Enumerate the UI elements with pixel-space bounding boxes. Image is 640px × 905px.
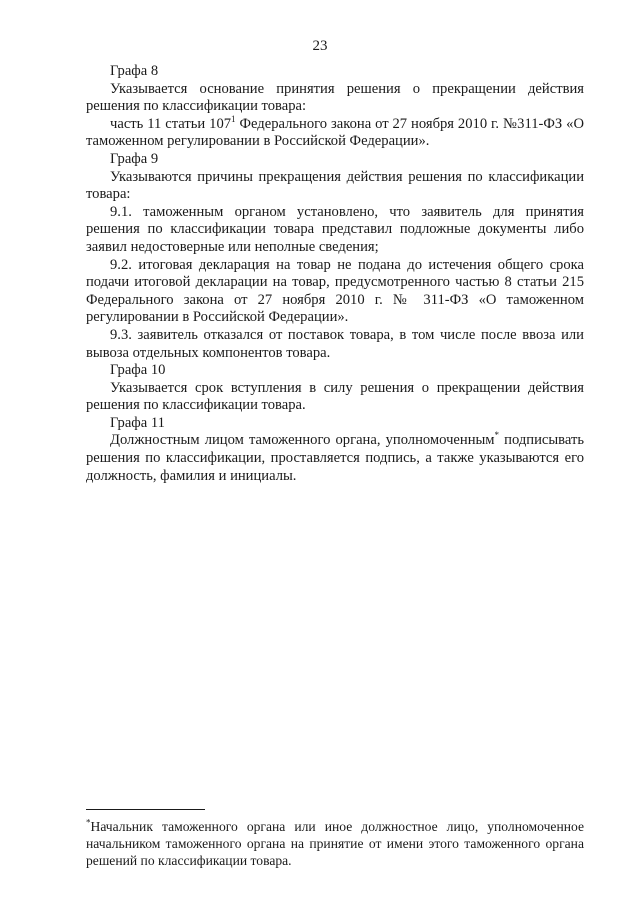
footnote-reference-mark: * (494, 430, 500, 441)
grafa-11-text-start: Должностным лицом таможенного органа, уполномоченным (110, 432, 495, 449)
grafa-9-item-9-1: 9.1. таможенным органом установлено, что заявитель для принятия решения по классификации товара представил подложные документы либо заявил недостоверные или неполные сведения; (86, 203, 584, 255)
grafa-9-item-9-2: 9.2. итоговая декларация на товар не подана до истечения общего срока подачи итоговой декларации на товар, предусмотренного частью 8 статьи 215 Федерального закона от 27 ноября 2010 г. № 311-ФЗ «О таможенном регулировании в Российской Федерации». (86, 256, 584, 326)
footnote-divider (86, 809, 205, 810)
grafa-8-paragraph-1: Указывается основание принятия решения о прекращении действия решения по классификации товара: (86, 80, 584, 115)
grafa-8-law-reference-start: часть 11 статьи 107 (110, 115, 232, 132)
grafa-9-paragraph-1: Указываются причины прекращения действия решения по классификации товара: (86, 168, 584, 203)
grafa-11-paragraph-1 (86, 432, 584, 485)
section-heading-grafa-8: Графа 8 (110, 63, 159, 79)
section-heading-grafa-9: Графа 9 (110, 150, 159, 167)
grafa-11-text-end: подписывать решения по классификации, проставляется подпись, а также указываются его должность, фамилия и инициалы. (86, 432, 584, 484)
footnote-text: Начальник таможенного органа или иное должностное лицо, уполномоченное начальником таможенного органа на принятие от имени этого таможенного органа решений по классификации товара. (86, 819, 584, 869)
document-body (86, 63, 584, 485)
section-heading-grafa-11: Графа 11 (110, 414, 165, 431)
article-superscript: 1 (231, 113, 236, 124)
grafa-9-item-9-3: 9.3. заявитель отказался от поставок товара, в том числе после ввоза или вывоза отдельных компонентов товара. (86, 326, 584, 361)
page-number: 23 (312, 38, 328, 54)
grafa-8-law-reference-end: Федерального закона от 27 ноября 2010 г. №311-ФЗ «О таможенном регулировании в Российской Федерации». (86, 115, 584, 150)
footnote (86, 818, 584, 870)
section-heading-grafa-10: Графа 10 (110, 362, 166, 379)
grafa-10-paragraph-1: Указывается срок вступления в силу решения о прекращении действия решения по классификации товара. (86, 379, 584, 414)
footnote-mark: * (86, 817, 91, 828)
grafa-8-paragraph-2 (86, 113, 584, 151)
